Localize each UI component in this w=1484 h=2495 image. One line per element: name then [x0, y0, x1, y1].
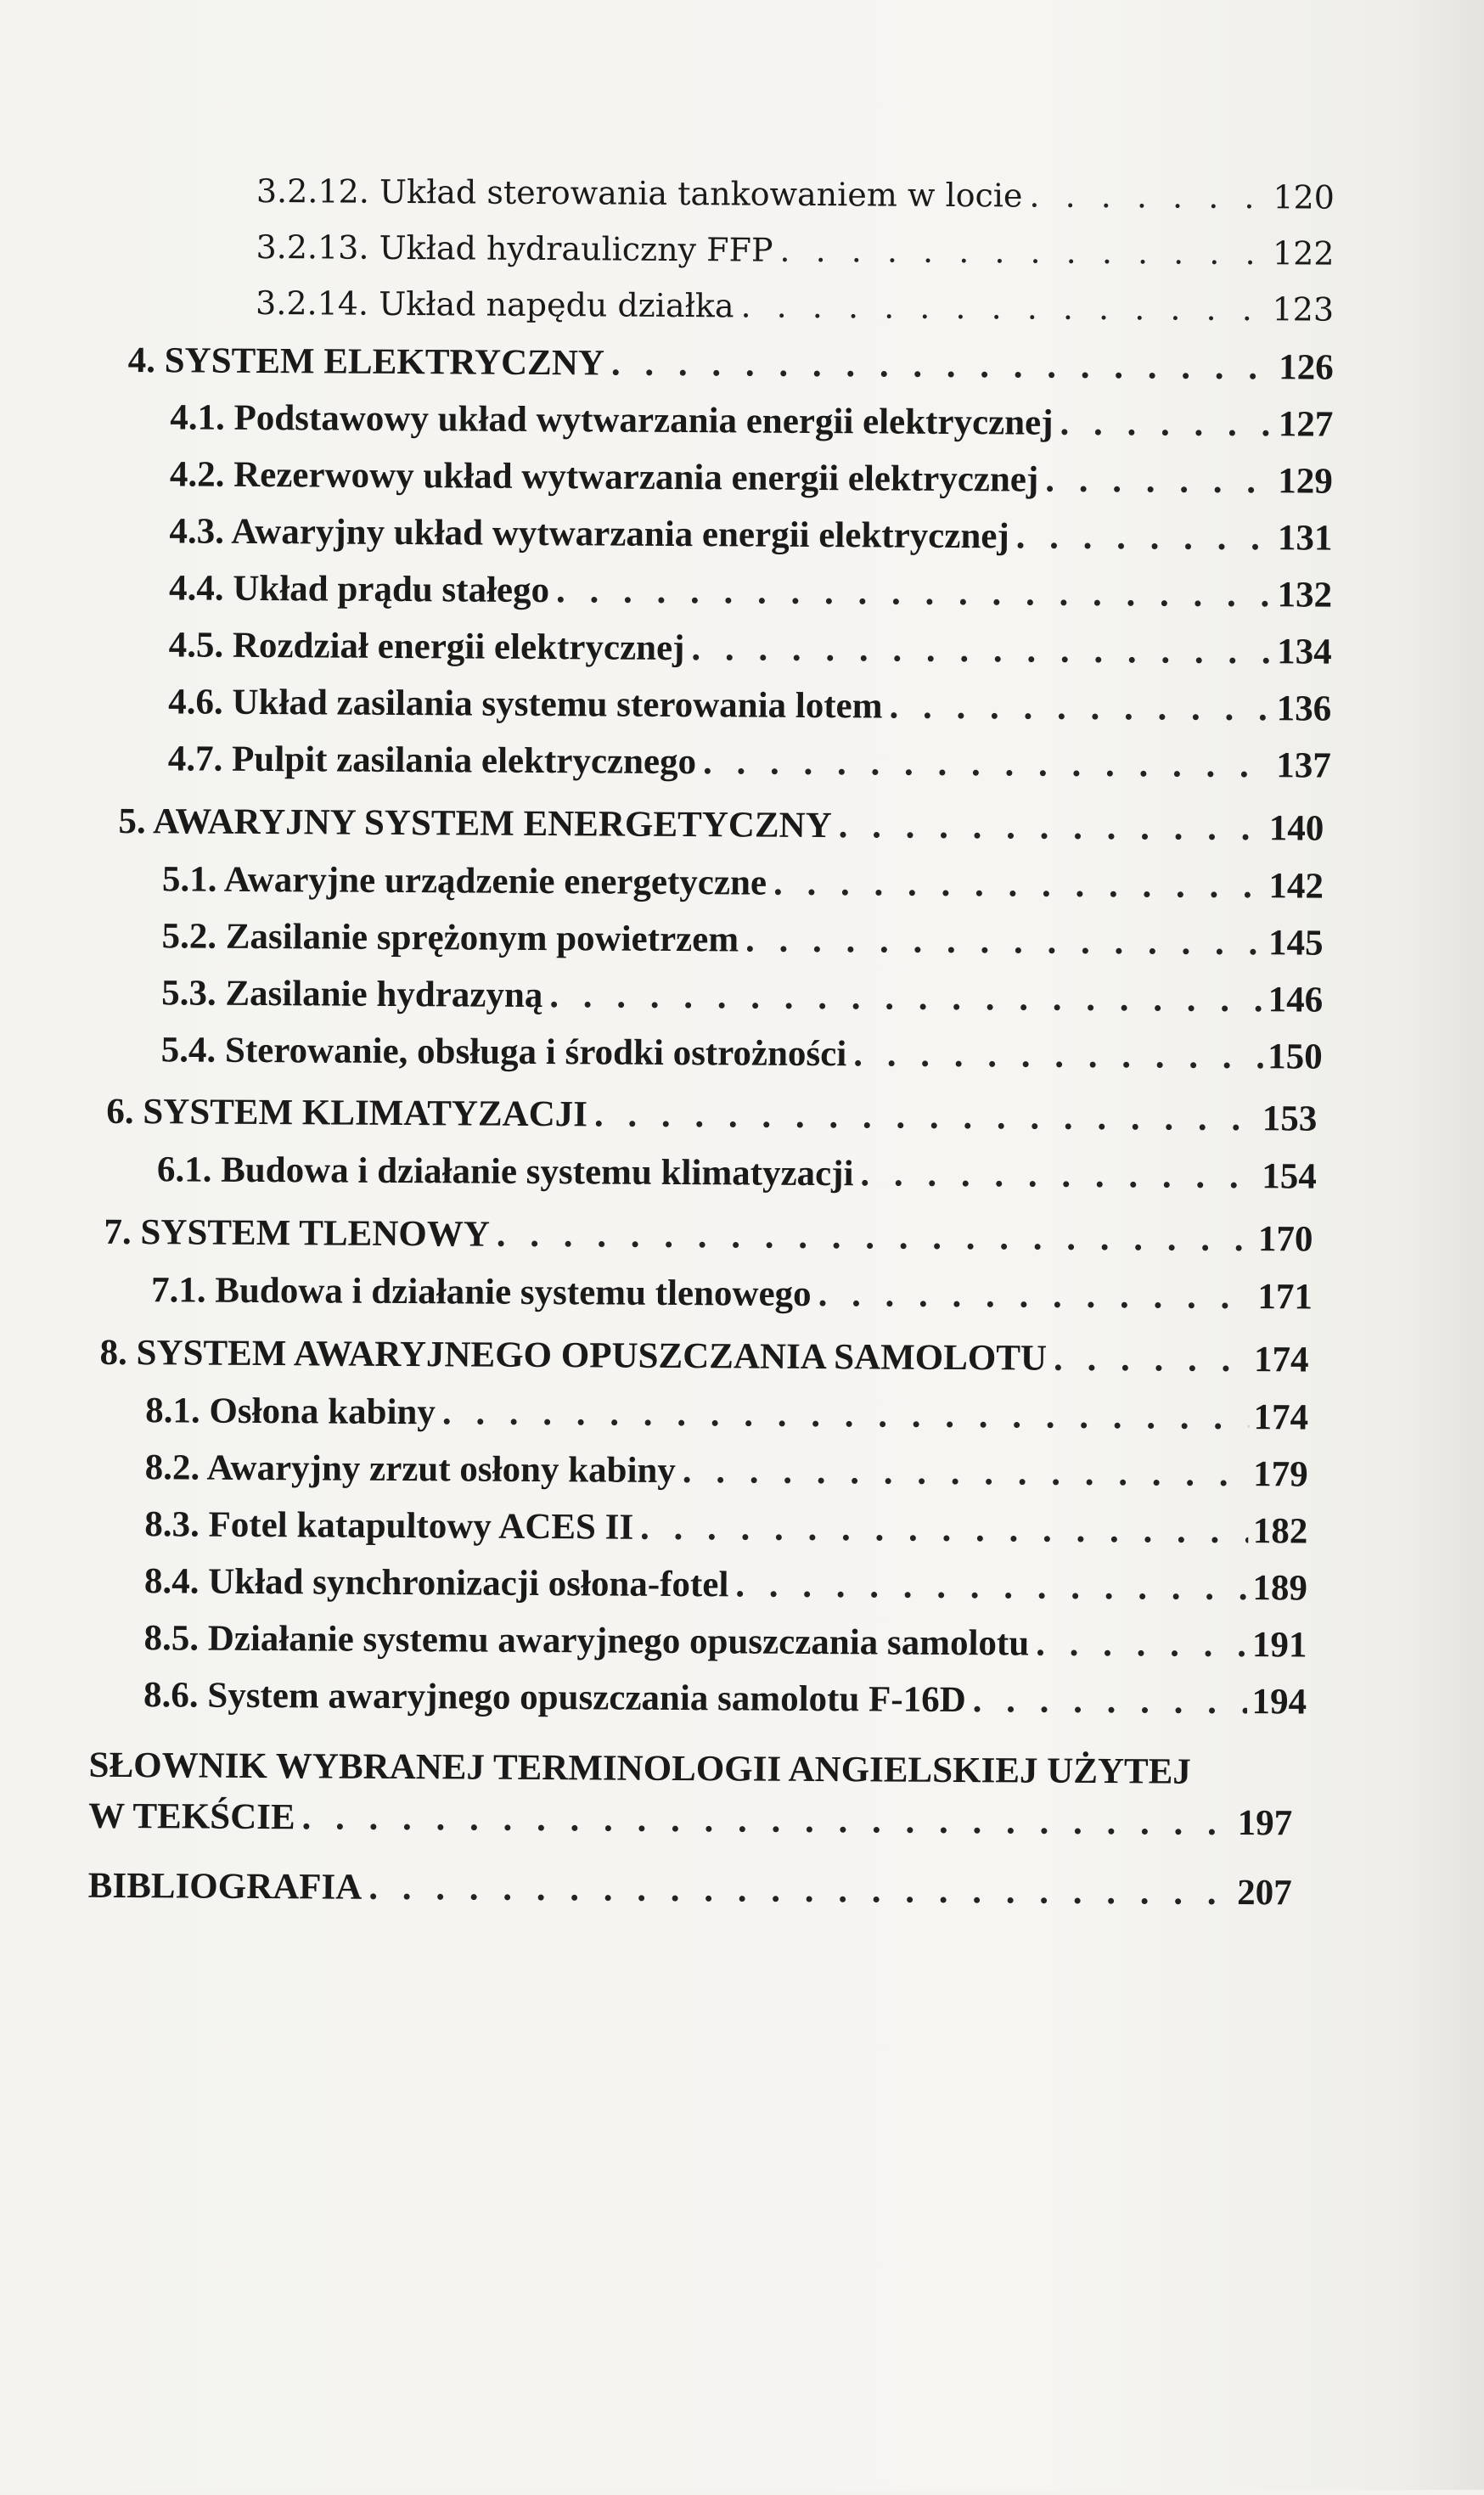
toc-entry — [144, 1503, 1307, 1554]
dot-leader — [1054, 1337, 1249, 1382]
toc-entry-title: 4.6. Układ zasilania systemu sterowania lotem — [168, 682, 883, 727]
dot-leader — [1045, 458, 1273, 504]
toc-entry-title: 4.5. Rozdział energii elektrycznej — [168, 625, 685, 669]
toc-entry — [169, 566, 1332, 617]
toc-entry-title: 8.4. Układ synchronizacji osłona-fotel — [143, 1561, 729, 1605]
toc-entry-page: 189 — [1252, 1568, 1308, 1609]
dot-leader — [691, 627, 1272, 674]
toc-entry-page: 137 — [1276, 745, 1331, 786]
dot-leader — [779, 228, 1268, 276]
dot-leader — [735, 1563, 1247, 1610]
toc-entry-title: 3.2.14. Układ napędu działka — [256, 284, 734, 325]
toc-entry-page: 145 — [1268, 923, 1324, 964]
toc-entry-title: 6.1. Budowa i działanie systemu klimatyzacji — [156, 1149, 854, 1194]
dot-leader — [442, 1391, 1249, 1440]
toc-entry-page: 154 — [1262, 1156, 1318, 1197]
toc-entry-page: 127 — [1278, 404, 1334, 445]
toc-entry — [170, 396, 1333, 447]
toc-entry-title: 4.7. Pulpit zasilania elektrycznego — [167, 739, 697, 783]
toc-entry-page: 129 — [1278, 461, 1334, 502]
toc-entry-page: 182 — [1252, 1511, 1308, 1552]
toc-chapter — [106, 1090, 1317, 1142]
toc-entry — [161, 1028, 1323, 1079]
dot-leader — [773, 862, 1264, 909]
toc-entry-title: 5.4. Sterowanie, obsługa i środki ostrożności — [160, 1030, 847, 1075]
dot-leader — [1036, 1622, 1247, 1668]
toc-entry — [168, 680, 1331, 731]
toc-entry-page: 174 — [1253, 1397, 1309, 1438]
toc-entry — [169, 623, 1332, 674]
dot-leader — [549, 974, 1263, 1022]
toc-entry-title: 4.4. Układ prądu stałego — [168, 568, 550, 611]
toc-entry-title: W TEKŚCIE — [88, 1795, 295, 1838]
toc-entry-title: 8.2. Awaryjny zrzut osłony kabiny — [144, 1447, 677, 1491]
dot-leader — [1029, 174, 1268, 220]
toc-entry-page: 122 — [1272, 234, 1335, 273]
toc-entry — [169, 509, 1332, 560]
toc-entry — [170, 452, 1333, 503]
toc-entry-page: 136 — [1276, 688, 1332, 729]
toc-entry-title: 6. SYSTEM KLIMATYZACJI — [106, 1091, 588, 1135]
dot-leader — [889, 685, 1272, 732]
toc-chapter — [99, 1331, 1308, 1383]
toc-entry-title: 5.1. Awaryjne urządzenie energetyczne — [161, 859, 767, 903]
toc-entry-title: 4.1. Podstawowy układ wytwarzania energii elektrycznej — [170, 397, 1054, 443]
dot-leader — [497, 1213, 1253, 1262]
toc-entry-title: 8.5. Działanie systemu awaryjnego opuszczania samolotu — [143, 1618, 1030, 1664]
dot-leader — [818, 1273, 1252, 1319]
toc-entry — [161, 971, 1323, 1022]
toc-entry-title: 7.1. Budowa i działanie systemu tlenowego — [150, 1270, 812, 1314]
toc-entry — [151, 1268, 1313, 1319]
toc-entry — [145, 1446, 1308, 1497]
toc-entry — [145, 1389, 1308, 1440]
toc-entry-page: 194 — [1251, 1682, 1307, 1722]
dot-leader — [1016, 514, 1273, 560]
toc-entry-page: 142 — [1268, 866, 1324, 907]
toc-entry — [256, 225, 1334, 276]
toc-entry — [256, 169, 1335, 220]
toc-entry — [168, 737, 1331, 788]
toc-entry-title: 4. SYSTEM ELEKTRYCZNY — [127, 340, 605, 384]
dot-leader — [853, 1032, 1262, 1079]
dot-leader — [683, 1449, 1249, 1497]
toc-entry — [143, 1616, 1307, 1667]
toc-chapter — [118, 800, 1324, 851]
toc-entry-page: 174 — [1253, 1340, 1309, 1380]
dot-leader — [301, 1795, 1232, 1846]
toc-entry — [143, 1673, 1307, 1724]
toc-entry-title: 5.3. Zasilanie hydrazyną — [161, 973, 543, 1016]
toc-entry-page: 171 — [1257, 1277, 1313, 1318]
toc-entry-title: 4.2. Rezerwowy układ wytwarzania energii elektrycznej — [169, 454, 1039, 500]
dot-leader — [640, 1506, 1248, 1554]
toc-entry-title: 7. SYSTEM TLENOWY — [104, 1211, 490, 1255]
toc-chapter — [128, 339, 1334, 391]
toc-entry-page: 153 — [1262, 1099, 1318, 1139]
toc-entry-page: 146 — [1268, 980, 1324, 1020]
toc-entry — [144, 1559, 1307, 1610]
dot-leader — [611, 341, 1274, 390]
dot-leader — [368, 1866, 1232, 1915]
toc-entry-title: 4.3. Awaryjny układ wytwarzania energii elektrycznej — [169, 511, 1009, 557]
toc-entry-page: 134 — [1277, 632, 1332, 672]
toc-entry-page: 197 — [1237, 1803, 1293, 1844]
dot-leader — [860, 1152, 1256, 1199]
toc-entry-page: 140 — [1268, 808, 1324, 849]
toc-entry-page: 207 — [1237, 1873, 1292, 1913]
dot-leader — [594, 1093, 1257, 1141]
toc-chapter — [88, 1795, 1292, 1846]
dot-leader — [556, 569, 1273, 617]
dot-leader — [703, 740, 1272, 788]
toc-entry-page: 126 — [1279, 347, 1334, 388]
toc-entry-title: 5.2. Zasilanie sprężonym powietrzem — [161, 916, 739, 960]
toc-entry-title: 8.6. System awaryjnego opuszczania samolotu F-16D — [143, 1675, 966, 1721]
dot-leader — [740, 284, 1267, 331]
toc-entry-page: 120 — [1273, 178, 1335, 216]
glossary-title-line: SŁOWNIK WYBRANEJ TERMINOLOGII ANGIELSKIEJ UŻYTEJ — [88, 1745, 1192, 1792]
toc-entry-title: 5. AWARYJNY SYSTEM ENERGETYCZNY — [118, 801, 832, 846]
dot-leader — [839, 804, 1264, 851]
toc-entry — [161, 914, 1323, 965]
toc-entry-title: BIBLIOGRAFIA — [87, 1865, 363, 1908]
toc-chapter — [88, 1864, 1292, 1916]
toc-chapter — [104, 1211, 1313, 1262]
toc-entry-page: 123 — [1272, 290, 1335, 329]
toc-entry-page: 150 — [1268, 1037, 1323, 1077]
toc-entry-page: 132 — [1277, 575, 1333, 615]
toc-entry-title: 8. SYSTEM AWARYJNEGO OPUSZCZANIA SAMOLOTU — [99, 1332, 1048, 1379]
toc-entry-title: 8.1. Osłona kabiny — [145, 1391, 436, 1433]
toc-entry-page: 191 — [1251, 1625, 1307, 1666]
toc-entry-title: 3.2.12. Układ sterowania tankowaniem w locie — [256, 171, 1023, 215]
dot-leader — [1060, 402, 1273, 447]
dot-leader — [973, 1678, 1247, 1724]
toc-entry-page: 179 — [1253, 1454, 1308, 1495]
toc-entry-title: 3.2.13. Układ hydrauliczny FFP — [256, 228, 773, 269]
toc-entry — [162, 857, 1324, 908]
toc-entry — [157, 1148, 1317, 1199]
toc-entry-page: 131 — [1277, 518, 1333, 559]
toc-entry-title: 8.3. Fotel katapultowy ACES II — [144, 1504, 634, 1548]
toc-entry-page: 170 — [1257, 1219, 1313, 1260]
toc-entry — [256, 281, 1334, 332]
dot-leader — [745, 918, 1263, 965]
